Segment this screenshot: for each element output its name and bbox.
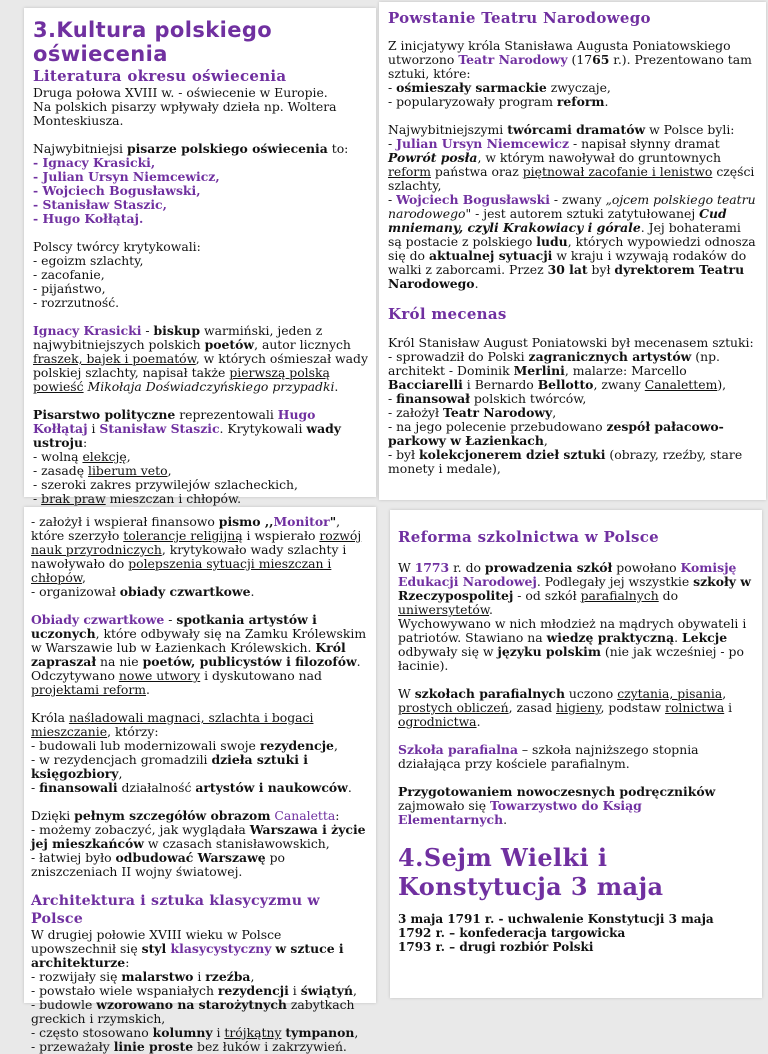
imitators-block: Króla naśladowali magnaci, szlachta i bogaci mieszczanie, którzy: - budowali lub modernizowali swoje rezydencje, - w rezydencjach gromadzili dzieła sztuki i księgozbiory, - finansowali działalność artystów i naukowców. bbox=[31, 711, 368, 795]
political-item: - wolną elekcję, bbox=[33, 449, 131, 464]
critique-item: - egoizm szlachty, bbox=[33, 253, 144, 268]
classicism-item: - często stosowano kolumny i trójkątny tympanon, bbox=[31, 1025, 359, 1040]
krasicki-paragraph: Ignacy Krasicki - biskup warmiński, jeden z najwybitniejszych polskich poetów, autor licznych fraszek, bajek i poematów, w których ośmieszał wady polskiej szlachty, napisał także pierwszą polską powieść Mikołaja Doświadczyńskiego przypadki. bbox=[33, 323, 368, 394]
boguslawski-item: - Wojciech Bogusławski - zwany „ojcem polskiego teatru narodowego" - jest autorem sztuki zatytułowanej Cud mniemany, czyli Krakowiacy i górale. Jej bohaterami są postacie z polskiego ludu, których wypowiedzi odnosza się do aktualnej sytuacji w kraju i wzywają rodaków do walki z zaborcami. Przez 30 lat był dyrektorem Teatru Narodowego. bbox=[388, 192, 756, 291]
classicism-block: W drugiej połowie XVIII wieku w Polsce upowszechnił się styl klasycystyczny w sztuce i architekturze: - rozwijały się malarstwo i rzeźba, - powstało wiele wspaniałych rezydencji i świątyń, - budowle wzorowano na starożytnych zabytkach greckich i rzymskich, - często stosowano kolumny i trójkątny tympanon, - przeważały linie proste bez łuków i zakrzywień. bbox=[31, 928, 368, 1054]
monitor-item: - założył i wspierał finansowo pismo ,,Monitor", które szerzyło tolerancje religijną i wspierało rozwój nauk przyrodniczych, krytykowało wady szlachty i nawoływało do polepszenia sytuacji mieszczan i chłopów, bbox=[31, 514, 362, 585]
theatre-item: - ośmieszały sarmackie zwyczaje, bbox=[388, 80, 611, 95]
political-item: - zasadę liberum veto, bbox=[33, 463, 172, 478]
imitators-item: - finansowali działalność artystów i naukowców. bbox=[31, 780, 352, 795]
patron-item: - założył Teatr Narodowy, bbox=[388, 405, 557, 420]
section-title-3: 3.Kultura polskiego oświecenia bbox=[33, 18, 273, 66]
education-goals: Wychowywano w nich młodzież na mądrych obywateli i patriotów. Stawiano na wiedzę praktyczną. Lekcje odbywały się w języku polskim (nie jak wcześniej - po łacinie). bbox=[398, 616, 747, 673]
political-intro: Pisarstwo polityczne reprezentowali Hugo Kołłątaj i Stanisław Staszic. Krytykowali wady ustroju: bbox=[33, 407, 341, 450]
canaletto-item: - łatwiej było odbudować Warszawę po zniszczeniach II wojny światowej. bbox=[31, 850, 285, 879]
panel-monitor-classicism bbox=[24, 507, 376, 1054]
heading-patron-king: Król mecenas bbox=[388, 305, 507, 323]
dates-list bbox=[398, 912, 754, 954]
theatre-item: - popularyzowały program reform. bbox=[388, 94, 609, 109]
critique-item: - pijaństwo, bbox=[33, 281, 106, 296]
classicism-item: - powstało wiele wspaniałych rezydencji i świątyń, bbox=[31, 983, 357, 998]
critique-intro: Polscy twórcy krytykowali: bbox=[33, 239, 201, 254]
imitators-item: - w rezydencjach gromadzili dzieła sztuki i księgozbiory, bbox=[31, 752, 308, 781]
patron-block bbox=[388, 336, 757, 476]
classicism-item: - budowle wzorowano na starożytnych zabytkach greckich i rzymskich, bbox=[31, 997, 355, 1026]
lit-intro bbox=[33, 86, 368, 128]
section-title-4: 4.Sejm Wielki i Konstytucja 3 maja bbox=[398, 843, 664, 901]
critique-item: - zacofanie, bbox=[33, 267, 105, 282]
patron-intro: Król Stanisław August Poniatowski był mecenasem sztuki: bbox=[388, 335, 754, 350]
political-item: - brak praw mieszczan i chłopów. bbox=[33, 491, 242, 506]
imitators-item: - budowali lub modernizowali swoje rezydencje, bbox=[31, 738, 338, 753]
writers-intro: Najwybitniejsi pisarze polskiego oświecenia to: bbox=[33, 141, 349, 156]
panel-literature bbox=[24, 8, 376, 506]
date-item: 1792 r. – konfederacja targowicka bbox=[398, 926, 626, 940]
parish-school-subjects: W szkołach parafialnych uczono czytania, pisania, prostych obliczeń, zasad higieny, podstaw rolnictwa i ogrodnictwa. bbox=[398, 686, 733, 729]
panel-theatre bbox=[379, 2, 766, 500]
patron-item: - był kolekcjonerem dzieł sztuki (obrazy, rzeźby, stare monety i medale), bbox=[388, 447, 743, 476]
writer-item: - Ignacy Krasicki, bbox=[33, 155, 156, 170]
ken-block: W 1773 r. do prowadzenia szkół powołano Komisję Edukacji Narodowej. Podlegały jej wszystkie szkoły w Rzeczypospolitej - od szkół parafialnych do uniwersytetów. Wychowywano w nich młodzież na mądrych obywateli i patriotów. Stawiano na wiedzę praktyczną. Lekcje odbywały się w języku polskim (nie jak wcześniej - po łacinie). bbox=[398, 561, 754, 673]
panel-education-reform bbox=[390, 510, 762, 998]
patron-item: - sprowadził do Polski zagranicznych artystów (np. architekt - Dominik Merlini, malarze: Marcello Bacciarelli i Bernardo Bellotto, zwany Canalettem), bbox=[388, 349, 727, 392]
writer-item: - Wojciech Bogusławski, bbox=[33, 183, 201, 198]
lit-intro-line: Druga połowa XVIII w. - oświecenie w Europie. bbox=[33, 85, 328, 100]
patron-item: - finansował polskich twórców, bbox=[388, 391, 587, 406]
textbooks-block: Przygotowaniem nowoczesnych podręczników zajmowało się Towarzystwo do Ksiąg Elementarnych. bbox=[398, 784, 716, 827]
date-item: 1793 r. – drugi rozbiór Polski bbox=[398, 940, 594, 954]
heading-literature: Literatura okresu oświecenia bbox=[33, 67, 287, 85]
thursday-dinners: Obiady czwartkowe - spotkania artystów i uczonych, które odbywały się na Zamku Królewskim w Warszawie lub w Łazienkach Królewskich. Król zapraszał na nie poetów, publicystów i filozofów. Odczytywano nowe utwory i dyskutowano nad projektami reform. bbox=[31, 612, 367, 697]
monitor-block bbox=[31, 515, 368, 599]
heading-education-reform: Reforma szkolnictwa w Polsce bbox=[398, 528, 659, 546]
canaletto-block: Dzięki pełnym szczegółów obrazom Canaletta: - możemy zobaczyć, jak wyglądała Warszawa i życie jej mieszkańców w czasach stanisławowskich, - łatwiej było odbudować Warszawę po zniszczeniach II wojny światowej. bbox=[31, 809, 368, 879]
patron-item: - na jego polecenie przebudowano zespół pałacowo-parkowy w Łazienkach, bbox=[388, 419, 724, 448]
writer-item: - Hugo Kołłątaj. bbox=[33, 211, 144, 226]
heading-theatre: Powstanie Teatru Narodowego bbox=[388, 9, 651, 27]
political-item: - szeroki zakres przywilejów szlacheckich, bbox=[33, 477, 298, 492]
lit-intro-line: Na polskich pisarzy wpływały dzieła np. Woltera Monteskiusza. bbox=[33, 99, 337, 128]
political-writing-block bbox=[33, 408, 368, 506]
canaletto-item: - możemy zobaczyć, jak wyglądała Warszawa i życie jej mieszkańców w czasach stanisławowskich, bbox=[31, 822, 366, 851]
classicism-item: - przeważały linie proste bez łuków i zakrzywień. bbox=[31, 1039, 347, 1054]
date-item: 3 maja 1791 r. - uchwalenie Konstytucji 3 maja bbox=[398, 912, 714, 926]
critique-item: - rozrzutność. bbox=[33, 295, 120, 310]
heading-classicism: Architektura i sztuka klasycyzmu w Polsce bbox=[31, 893, 320, 927]
parish-school-definition: Szkoła parafialna – szkoła najniższego stopnia działająca przy kościele parafialnym. bbox=[398, 742, 699, 771]
writer-item: - Julian Ursyn Niemcewicz, bbox=[33, 169, 220, 184]
writer-item: - Stanisław Staszic, bbox=[33, 197, 167, 212]
niemcewicz-item: - Julian Ursyn Niemcewicz - napisał słynny dramat Powrót posła, w którym nawoływał do gruntownych reform państwa oraz piętnował zacofanie i lenistwo części szlachty, bbox=[388, 136, 755, 193]
writers-block bbox=[33, 142, 368, 226]
critique-block bbox=[33, 240, 368, 310]
monitor-item: - organizował obiady czwartkowe. bbox=[31, 584, 255, 599]
dramatists-block: Najwybitniejszymi twórcami dramatów w Polsce byli: - Julian Ursyn Niemcewicz - napisał słynny dramat Powrót posła, w którym nawoływał do gruntownych reform państwa oraz piętnował zacofanie i lenistwo części szlachty, - Wojciech Bogusławski - zwany „ojcem polskiego teatru narodowego" - jest autorem sztuki zatytułowanej Cud mniemany, czyli Krakowiacy i górale. Jej bohaterami są postacie z polskiego ludu, których wypowiedzi odnosza się do aktualnej sytuacji w kraju i wzywają rodaków do walki z zaborcami. Przez 30 lat był dyrektorem Teatru Narodowego. bbox=[388, 122, 756, 291]
theatre-intro: Z inicjatywy króla Stanisława Augusta Poniatowskiego utworzono Teatr Narodowy (1765 r.). Prezentowano tam sztuki, które: - ośmieszały sarmackie zwyczaje, - popularyzowały program reform. bbox=[388, 39, 757, 109]
classicism-item: - rozwijały się malarstwo i rzeźba, bbox=[31, 969, 255, 984]
